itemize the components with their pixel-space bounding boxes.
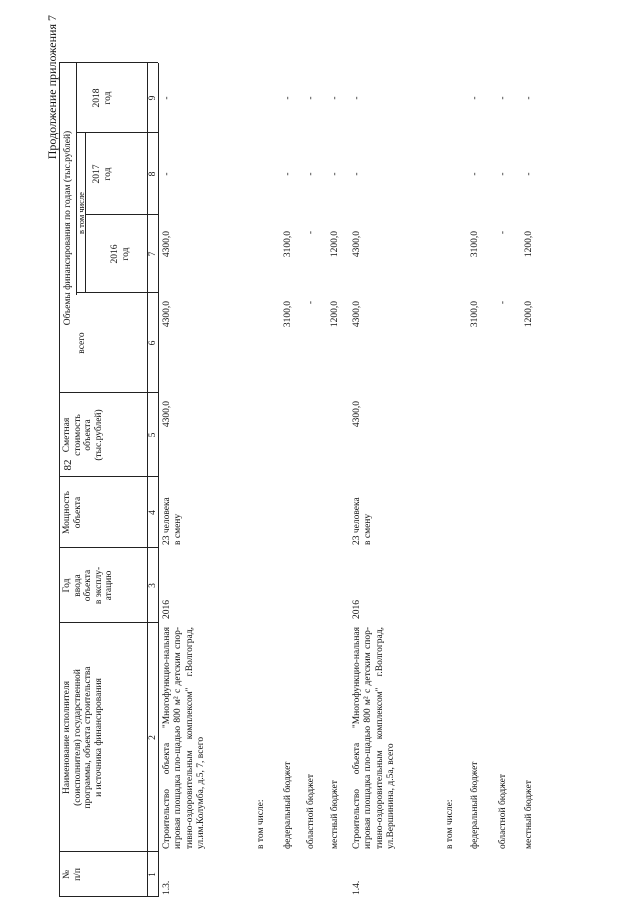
sub-row-2018: - [524, 96, 534, 100]
row-2016: 4300,0 [352, 231, 362, 258]
sub-row-2017: - [283, 172, 293, 176]
sub-row-2016: - [498, 231, 508, 235]
sub-row-total: - [498, 301, 508, 305]
col-num-3: 3 [148, 583, 158, 588]
header-num: № п/п [62, 868, 83, 881]
row-year: 2016 [352, 600, 362, 619]
row-2018: - [352, 96, 362, 100]
sub-row-2016: 3100,0 [283, 231, 293, 258]
row-capacity: 23 человека в смену [162, 497, 183, 545]
header-cost: Сметная стоимость объекта (тыс.рублей) [62, 409, 104, 461]
header-including: в том числе [76, 192, 86, 234]
col-num-9: 9 [148, 95, 158, 101]
row-2018: - [162, 96, 172, 100]
header-funding-group: Объемы финансирования по годам (тыс.рублей) [63, 130, 73, 326]
header-2016: 2016 год [110, 244, 131, 264]
page-number: 82 [62, 459, 74, 471]
row-num: 1.4. [352, 880, 362, 895]
sub-row-2017: - [498, 172, 508, 176]
row-2017: - [352, 172, 362, 176]
sub-row-label: федеральный бюджет [283, 761, 293, 849]
continuation-title: Продолжение приложения 7 [45, 15, 59, 160]
header-name: Наименование исполнителя (соисполнителя) государственной программы, объекта строительства и источника финансирования [62, 666, 104, 809]
sub-row-2018: - [498, 96, 508, 100]
header-total: всего [77, 332, 87, 354]
row-total: 4300,0 [162, 301, 172, 328]
col-num-4: 4 [148, 510, 158, 515]
sub-row-2017: - [306, 172, 316, 176]
col-num-6: 6 [148, 340, 158, 346]
sub-row-2017: - [330, 172, 340, 176]
header-capacity: Мощность объекта [62, 490, 83, 535]
sub-row-2017: - [524, 172, 534, 176]
sub-row-label: местный бюджет [524, 780, 534, 849]
sub-row-2018: - [330, 96, 340, 100]
col-num-1: 1 [148, 872, 158, 877]
sub-row-2016: 1200,0 [330, 231, 340, 258]
sub-row-2016: 3100,0 [470, 231, 480, 258]
sub-row-2017: - [470, 172, 480, 176]
row-cost: 4300,0 [352, 401, 362, 428]
row-year: 2016 [162, 600, 172, 619]
col-num-5: 5 [148, 432, 158, 438]
sub-row-2018: - [283, 96, 293, 100]
sub-row-label: областной бюджет [306, 773, 316, 849]
col-num-7: 7 [148, 251, 158, 257]
sub-row-total: - [306, 301, 316, 305]
sub-row-2016: - [306, 231, 316, 235]
row-object-name: Строительство объекта "Многофункцио-нальная игровая площадка пло-щадью 800 м² с детским спор-тивно-оздоровительным комплексом" г.Волгоград, ул.Вершинина, д.5а, всего [352, 627, 396, 849]
row-capacity: 23 человека в смену [352, 497, 373, 545]
table-top-border [59, 63, 60, 897]
row-including-label: в том числе: [256, 799, 266, 849]
row-including-label: в том числе: [445, 799, 455, 849]
header-2017: 2017 год [92, 164, 113, 184]
col-border-8 [76, 132, 158, 133]
row-num: 1.3. [162, 880, 172, 895]
row-object-name: Строительство объекта "Многофункцио-нальная игровая площадка пло-щадью 800 м² с детским спор-тивно-оздоровительным комплексом" г.Волгоград, ул.им.Колумба, д.5, 7, всего [162, 627, 206, 849]
row-2016: 4300,0 [162, 231, 172, 258]
sub-row-total: 1200,0 [524, 301, 534, 328]
header-2018: 2018 год [92, 88, 113, 108]
header-year: Год ввода объекта в эксплу- атацию [62, 566, 114, 605]
col-num-2: 2 [148, 735, 158, 740]
sub-row-label: областной бюджет [498, 773, 508, 849]
sub-row-label: местный бюджет [330, 780, 340, 849]
col-num-8: 8 [148, 171, 158, 177]
sub-row-label: федеральный бюджет [470, 761, 480, 849]
sub-row-total: 3100,0 [470, 301, 480, 328]
sub-row-2016: 1200,0 [524, 231, 534, 258]
sub-row-2018: - [306, 96, 316, 100]
row-total: 4300,0 [352, 301, 362, 328]
sub-row-total: 1200,0 [330, 301, 340, 328]
sub-row-total: 3100,0 [283, 301, 293, 328]
row-cost: 4300,0 [162, 401, 172, 428]
row-2017: - [162, 172, 172, 176]
sub-row-2018: - [470, 96, 480, 100]
